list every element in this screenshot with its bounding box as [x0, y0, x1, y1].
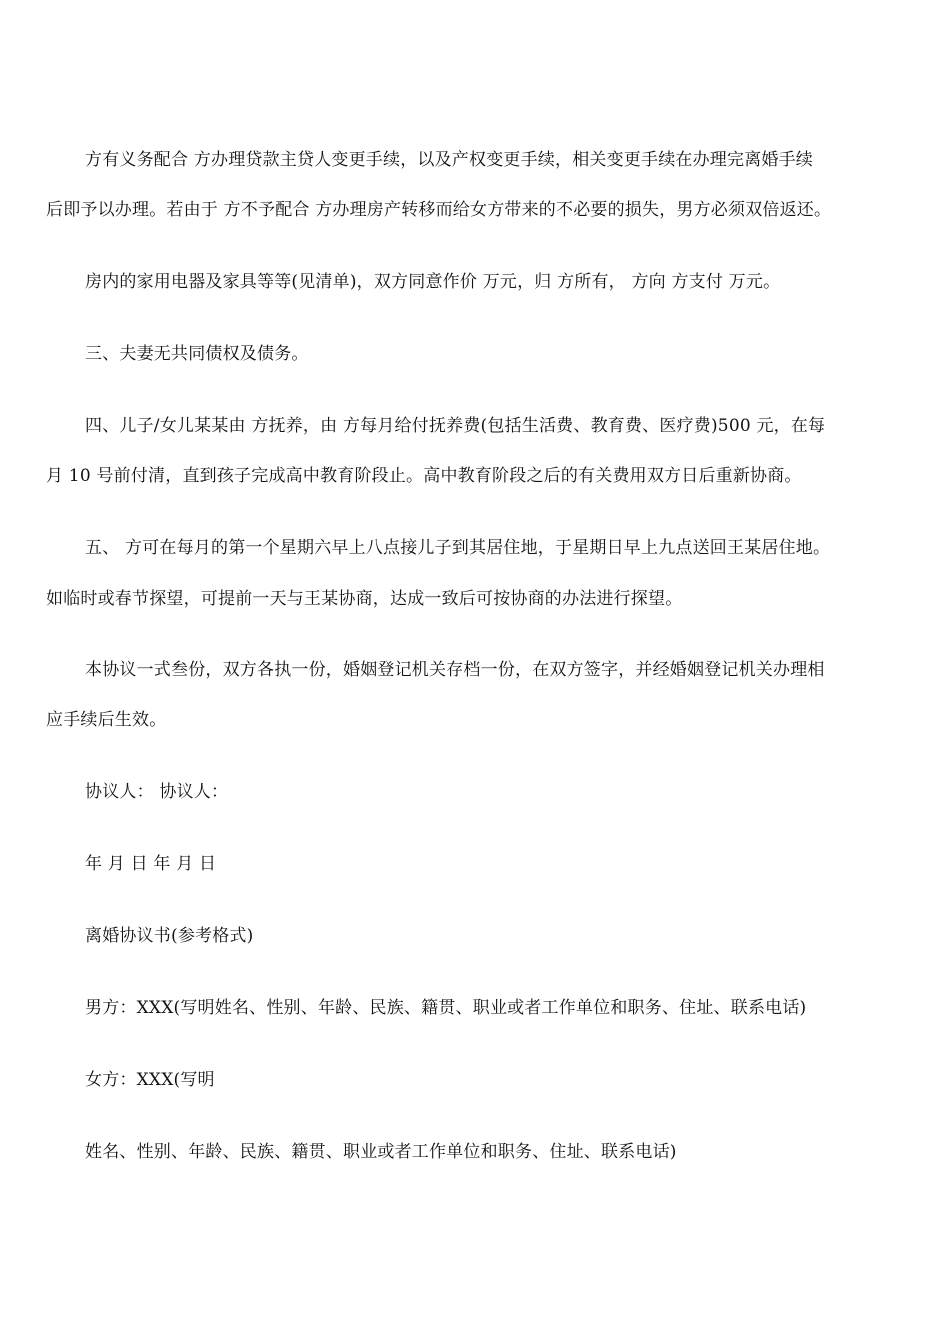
female-party-line: 女方：XXX(写明 [85, 1070, 215, 1090]
male-party-line: 男方：XXX(写明姓名、性别、年龄、民族、籍贯、职业或者工作单位和职务、住址、联系电话) [85, 998, 807, 1018]
paragraph-line: 如临时或春节探望，可提前一天与王某协商，达成一致后可按协商的办法进行探望。 [46, 589, 683, 609]
paragraph-line: 三、夫妻无共同债权及债务。 [85, 344, 309, 364]
paragraph-line: 本协议一式叁份，双方各执一份，婚姻登记机关存档一份，在双方签字，并经婚姻登记机关办理相 [85, 660, 825, 680]
paragraph-line: 后即予以办理。若由于 方不予配合 方办理房产转移而给女方带来的不必要的损失，男方必须双倍返还。 [46, 200, 832, 220]
paragraph-line: 月 10 号前付清，直到孩子完成高中教育阶段止。高中教育阶段之后的有关费用双方日后重新协商。 [46, 466, 802, 486]
female-party-continued: 姓名、性别、年龄、民族、籍贯、职业或者工作单位和职务、住址、联系电话) [85, 1142, 677, 1162]
paragraph-line: 方有义务配合 方办理贷款主贷人变更手续，以及产权变更手续，相关变更手续在办理完离婚手续 [85, 150, 814, 170]
signers-line: 协议人： 协议人： [85, 782, 229, 802]
dates-line: 年 月 日 年 月 日 [85, 854, 217, 874]
paragraph-line: 四、儿子/女儿某某由 方抚养，由 方每月给付抚养费(包括生活费、教育费、医疗费)500 元，在每 [85, 416, 826, 436]
document-title: 离婚协议书(参考格式) [85, 926, 254, 946]
paragraph-line: 五、 方可在每月的第一个星期六早上八点接儿子到其居住地，于星期日早上九点送回王某居住地。 [85, 538, 831, 558]
paragraph-line: 应手续后生效。 [46, 710, 167, 730]
paragraph-line: 房内的家用电器及家具等等(见清单)，双方同意作价 万元，归 方所有， 方向 方支付 万元。 [85, 272, 781, 292]
